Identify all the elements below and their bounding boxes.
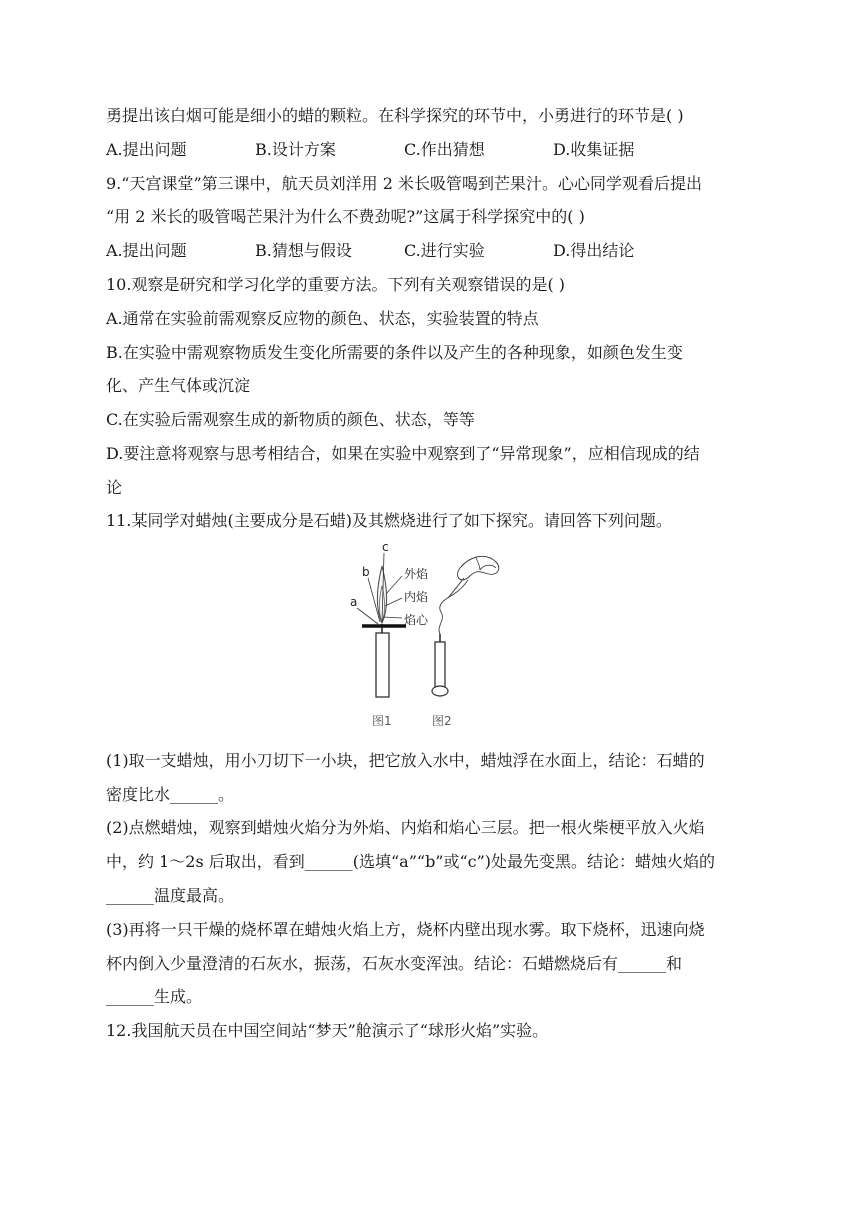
question-11-part-3-line-1: (3)再将一只干燥的烧杯罩在蜡烛火焰上方，烧杯内壁出现水雾。取下烧杯，迅速向烧 bbox=[106, 920, 705, 939]
option-a: A.提出问题 bbox=[106, 241, 187, 260]
caption-fig2: 图2 bbox=[432, 714, 452, 728]
hand-outline bbox=[458, 556, 499, 580]
question-11-part-2-line-3: ______温度最高。 bbox=[106, 886, 235, 905]
option-c: C.作出猜想 bbox=[404, 140, 485, 159]
question-10-option-d-1: D.要注意将观察与思考相结合，如果在实验中观察到了“异常现象”，应相信现成的结 bbox=[106, 444, 700, 463]
question-11-part-1-line-2: 密度比水______。 bbox=[106, 785, 235, 804]
candle-2-body bbox=[435, 642, 445, 687]
option-a: A.提出问题 bbox=[106, 140, 187, 159]
label-b: b bbox=[362, 565, 370, 579]
option-d: D.得出结论 bbox=[553, 241, 635, 260]
leader-inner bbox=[385, 598, 402, 606]
question-9-line-1: 9.“天宫课堂”第三课中，航天员刘洋用 2 米长吸管喝到芒果汁。心心同学观看后提出 bbox=[106, 174, 702, 193]
candle-2-holder bbox=[432, 686, 448, 696]
question-11-part-2-line-2: 中，约 1～2s 后取出，看到______(选填“a”“b”或“c”)处最先变黑。结论：蜡烛火焰的 bbox=[106, 852, 716, 871]
candle-figure bbox=[340, 540, 520, 735]
caption-fig1: 图1 bbox=[372, 714, 392, 728]
label-a: a bbox=[350, 595, 358, 609]
question-11-part-1-line-1: (1)取一支蜡烛，用小刀切下一小块，把它放入水中，蜡烛浮在水面上，结论：石蜡的 bbox=[106, 751, 705, 770]
option-b: B.设计方案 bbox=[255, 140, 336, 159]
question-10-option-b-1: B.在实验中需观察物质发生变化所需要的条件以及产生的各种现象，如颜色发生变 bbox=[106, 343, 683, 362]
question-11-part-2-line-1: (2)点燃蜡烛，观察到蜡烛火焰分为外焰、内焰和焰心三层。把一根火柴梗平放入火焰 bbox=[106, 818, 705, 837]
question-9-line-2: “用 2 米长的吸管喝芒果汁为什么不费劲呢?”这属于科学探究中的( ) bbox=[106, 207, 585, 226]
leader-outer bbox=[386, 576, 402, 594]
question-12-stem: 12.我国航天员在中国空间站“梦天”舱演示了“球形火焰”实验。 bbox=[106, 1021, 549, 1040]
option-c: C.进行实验 bbox=[404, 241, 485, 260]
question-10-option-b-2: 化、产生气体或沉淀 bbox=[106, 376, 251, 395]
label-outer-flame: 外焰 bbox=[404, 567, 429, 581]
question-text-line: 勇提出该白烟可能是细小的蜡的颗粒。在科学探究的环节中，小勇进行的环节是( ) bbox=[106, 106, 684, 125]
pointer-line-a bbox=[357, 608, 378, 624]
leader-core bbox=[383, 617, 402, 618]
candle-body bbox=[376, 633, 389, 697]
question-10-option-c: C.在实验后需观察生成的新物质的颜色、状态，等等 bbox=[106, 410, 475, 429]
question-11-stem: 11.某同学对蜡烛(主要成分是石蜡)及其燃烧进行了如下探究。请回答下列问题。 bbox=[106, 511, 672, 530]
label-inner-flame: 内焰 bbox=[404, 590, 429, 604]
question-11-part-3-line-2: 杯内倒入少量澄清的石灰水，振荡，石灰水变浑浊。结论：石蜡燃烧后有______和 bbox=[106, 954, 683, 973]
option-d: D.收集证据 bbox=[553, 140, 635, 159]
question-10-option-d-2: 论 bbox=[106, 478, 123, 497]
smoke-trail bbox=[439, 580, 468, 634]
question-10-option-a: A.通常在实验前需观察反应物的颜色、状态，实验装置的特点 bbox=[106, 309, 539, 328]
question-11-part-3-line-3: ______生成。 bbox=[106, 987, 203, 1006]
question-10-stem: 10.观察是研究和学习化学的重要方法。下列有关观察错误的是( ) bbox=[106, 275, 566, 294]
label-c: c bbox=[382, 540, 389, 554]
label-flame-core: 焰心 bbox=[404, 613, 429, 627]
option-b: B.猜想与假设 bbox=[255, 241, 352, 260]
